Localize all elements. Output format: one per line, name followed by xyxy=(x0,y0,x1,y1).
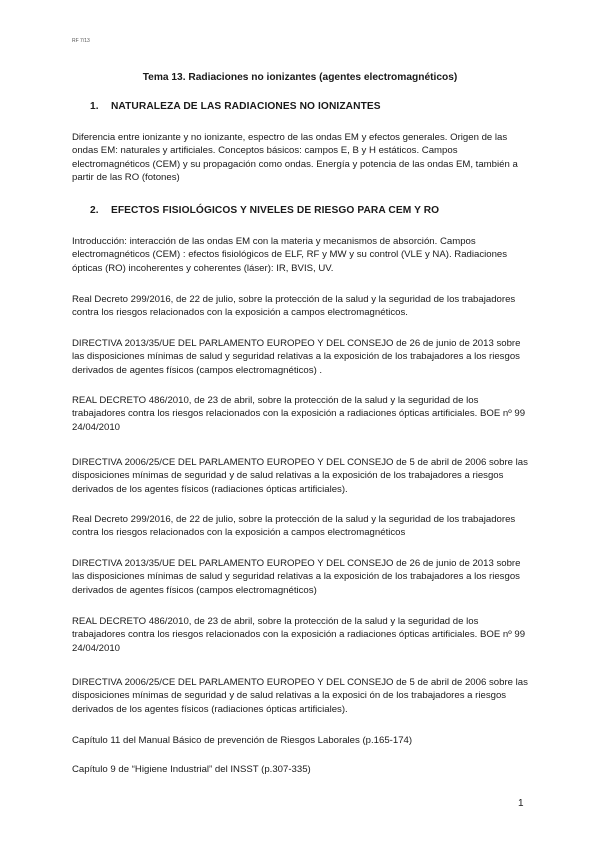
paragraph: REAL DECRETO 486/2010, de 23 de abril, sobre la protección de la salud y la seguridad de los trabajadores contra los riesgos relacionados con la exposición a radiaciones ópticas artificiales. BOE nº 99 24/04/2010 xyxy=(72,395,526,433)
section-number: 1. xyxy=(90,101,99,112)
page-number: 1 xyxy=(518,798,524,809)
paragraph: Diferencia entre ionizante y no ionizante, espectro de las ondas EM y efectos generales. Origen de las ondas EM: naturales y artificiales. Conceptos básicos: campos E, B y H estáticos. Campos electromagnéticos (CEM) y su propagación como ondas. Energía y potencia de las ondas EM, también a partir de las RO (fotones) xyxy=(72,132,518,184)
paragraph: DIRECTIVA 2013/35/UE DEL PARLAMENTO EUROPEO Y DEL CONSEJO de 26 de junio de 2013 sobre las disposiciones mínimas de salud y seguridad relativas a la exposición de los trabajadores a los riesgos derivados de agentes físicos (campos electromagnéticos) xyxy=(72,558,521,596)
paragraph: DIRECTIVA 2006/25/CE DEL PARLAMENTO EUROPEO Y DEL CONSEJO de 5 de abril de 2006 sobre las disposiciones mínimas de seguridad y de salud relativas a la exposición de los trabajadores a riesgos derivados de los agentes físicos (radiaciones ópticas artificiales). xyxy=(72,457,528,495)
paragraph: DIRECTIVA 2013/35/UE DEL PARLAMENTO EUROPEO Y DEL CONSEJO de 26 de junio de 2013 sobre las disposiciones mínimas de salud y seguridad relativas a la exposición de los trabajadores a los riesgos derivados de agentes físicos (campos electromagnéticos) . xyxy=(72,338,521,376)
paragraph: Capítulo 11 del Manual Básico de prevención de Riesgos Laborales (p.165-174) xyxy=(72,735,413,746)
header-code: RF 7/13 xyxy=(72,38,90,44)
section-heading-1 xyxy=(90,101,381,112)
paragraph: DIRECTIVA 2006/25/CE DEL PARLAMENTO EUROPEO Y DEL CONSEJO de 5 de abril de 2006 sobre las disposiciones mínimas de seguridad y de salud relativas a la exposici ón de los trabajadores a riesgos derivados de los agentes físicos (radiaciones ópticas artificiales). xyxy=(72,677,528,715)
section-heading-2 xyxy=(90,205,439,216)
section-heading-text: NATURALEZA DE LAS RADIACIONES NO IONIZANTES xyxy=(110,101,381,112)
section-heading-text: EFECTOS FISIOLÓGICOS Y NIVELES DE RIESGO PARA CEM Y RO xyxy=(110,205,440,216)
section-number: 2. xyxy=(90,205,99,216)
paragraph: Real Decreto 299/2016, de 22 de julio, sobre la protección de la salud y la seguridad de los trabajadores contra los riesgos relacionados con la exposición a campos electromagnéticos. xyxy=(72,294,516,319)
paragraph: Introducción: interacción de las ondas EM con la materia y mecanismos de absorción. Campos electromagnéticos (CEM) : efectos fisiológicos de ELF, RF y MW y su control (VLE y NA). Radiaciones ópticas (RO) incoherentes y coherentes (láser): IR, BVIS, UV. xyxy=(72,236,508,274)
paragraph: Capítulo 9 de “Higiene Industrial” del INSST (p.307-335) xyxy=(72,764,311,775)
paragraph: Real Decreto 299/2016, de 22 de julio, sobre la protección de la salud y la seguridad de los trabajadores contra los riesgos relacionados con la exposición a campos electromagnéticos xyxy=(72,514,516,539)
page-title: Tema 13. Radiaciones no ionizantes (agentes electromagnéticos) xyxy=(142,72,458,83)
paragraph: REAL DECRETO 486/2010, de 23 de abril, sobre la protección de la salud y la seguridad de los trabajadores contra los riesgos relacionados con la exposición a radiaciones ópticas artificiales. BOE nº 99 24/04/2010 xyxy=(72,616,526,654)
